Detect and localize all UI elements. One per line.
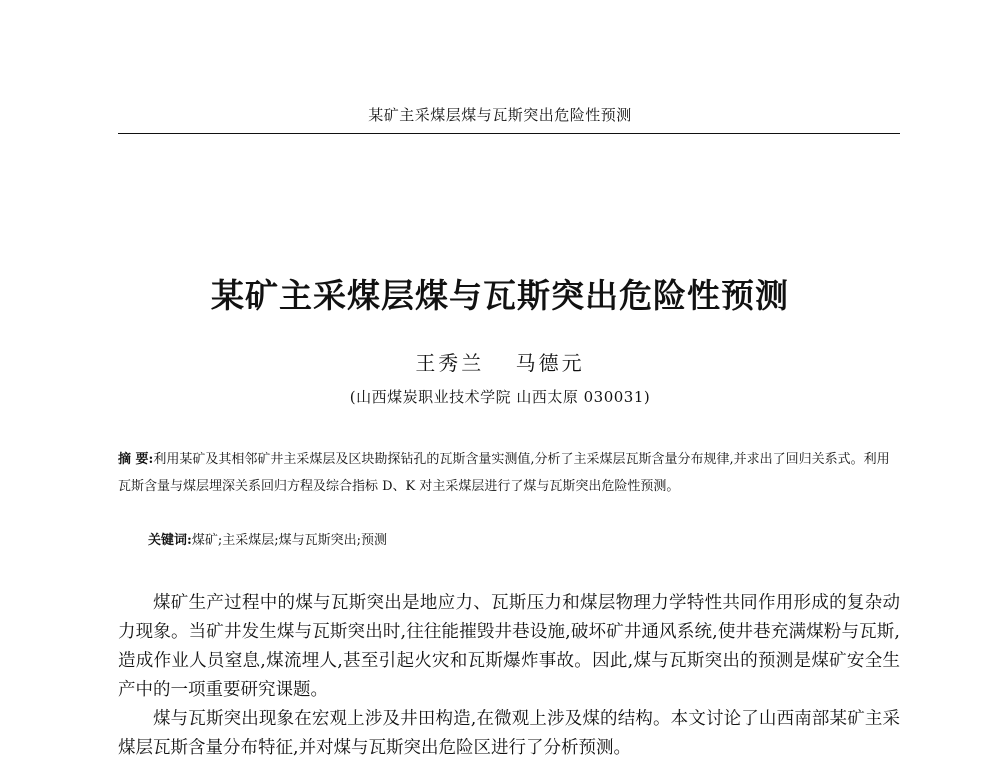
abstract-text: 利用某矿及其相邻矿井主采煤层及区块勘探钻孔的瓦斯含量实测值,分析了主采煤层瓦斯含量分布规律,并求出了回归关系式。利用瓦斯含量与煤层埋深关系回归方程及综合指标 D、K 对主采煤层进行了煤与瓦斯突出危险性预测。 [118, 452, 890, 494]
abstract [118, 446, 900, 500]
keywords [148, 527, 900, 554]
keywords-label: 关键词: [148, 533, 192, 548]
paper-title: 某矿主采煤层煤与瓦斯突出危险性预测 [211, 276, 789, 315]
affiliation: (山西煤炭职业技术学院 山西太原 030031) [349, 388, 651, 406]
body-text [118, 589, 900, 763]
running-header: 某矿主采煤层煤与瓦斯突出危险性预测 [368, 106, 632, 124]
authors: 王秀兰 马德元 [415, 351, 585, 375]
abstract-label: 摘 要: [118, 452, 154, 467]
body-paragraph: 煤与瓦斯突出现象在宏观上涉及井田构造,在微观上涉及煤的结构。本文讨论了山西南部某矿主采煤层瓦斯含量分布特征,并对煤与瓦斯突出危险区进行了分析预测。 [118, 709, 900, 758]
keywords-text: 煤矿;主采煤层;煤与瓦斯突出;预测 [191, 533, 387, 548]
body-paragraph: 煤矿生产过程中的煤与瓦斯突出是地应力、瓦斯压力和煤层物理力学特性共同作用形成的复杂动力现象。当矿井发生煤与瓦斯突出时,往往能摧毁井巷设施,破坏矿井通风系统,使井巷充满煤粉与瓦斯,造成作业人员窒息,煤流埋人,甚至引起火灾和瓦斯爆炸事故。因此,煤与瓦斯突出的预测是煤矿安全生产中的一项重要研究课题。 [118, 593, 900, 700]
header-rule [118, 133, 900, 134]
